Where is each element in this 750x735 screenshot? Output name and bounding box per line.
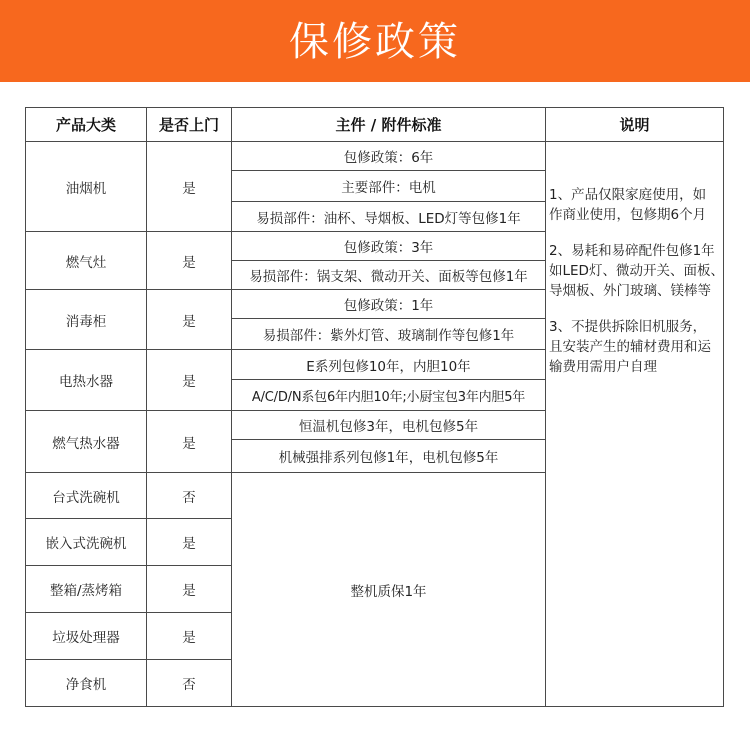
standard-item: E系列包修10年，内胆10年 <box>231 349 546 380</box>
standard-item: 易损部件：油杯、导烟板、LED灯等包修1年 <box>231 201 546 232</box>
product-name: 整箱/蒸烤箱 <box>25 565 147 613</box>
onsite-value: 是 <box>146 410 232 473</box>
product-name: 消毒柜 <box>25 289 147 350</box>
header-product-category: 产品大类 <box>25 107 147 142</box>
standard-item: 恒温机包修3年，电机包修5年 <box>231 410 546 440</box>
shared-standard: 整机质保1年 <box>231 472 546 707</box>
onsite-value: 是 <box>146 518 232 566</box>
standard-item: 主要部件：电机 <box>231 170 546 202</box>
product-name: 电热水器 <box>25 349 147 411</box>
onsite-value: 是 <box>146 565 232 613</box>
onsite-value: 否 <box>146 659 232 707</box>
page-title: 保修政策 <box>289 19 461 65</box>
product-name: 嵌入式洗碗机 <box>25 518 147 566</box>
onsite-value: 是 <box>146 141 232 232</box>
standard-item: A/C/D/N系包6年内胆10年;小厨宝包3年内胆5年 <box>231 379 546 411</box>
note-item: 2、易耗和易碎配件包修1年 如LED灯、微动开关、面板、 导烟板、外门玻璃、镁棒等 <box>549 243 724 299</box>
onsite-value: 否 <box>146 472 232 519</box>
note-item: 3、不提供拆除旧机服务， 且安装产生的辅材费用和运 输费用需用户自理 <box>549 319 711 375</box>
notes-panel <box>545 141 724 707</box>
product-name: 燃气热水器 <box>25 410 147 473</box>
standard-item: 机械强排系列包修1年，电机包修5年 <box>231 439 546 473</box>
warranty-table <box>25 107 724 707</box>
product-name: 垃圾处理器 <box>25 612 147 660</box>
header-notes: 说明 <box>545 107 724 142</box>
standard-item: 易损部件：锅支架、微动开关、面板等包修1年 <box>231 260 546 290</box>
standard-item: 包修政策：1年 <box>231 289 546 319</box>
header-onsite-service: 是否上门 <box>146 107 232 142</box>
onsite-value: 是 <box>146 231 232 290</box>
onsite-value: 是 <box>146 349 232 411</box>
standard-item: 包修政策：6年 <box>231 141 546 171</box>
standard-item: 包修政策：3年 <box>231 231 546 261</box>
product-name: 油烟机 <box>25 141 147 232</box>
standard-item: 易损部件：紫外灯管、玻璃制作等包修1年 <box>231 318 546 350</box>
note-item: 1、产品仅限家庭使用，如 作商业使用，包修期6个月 <box>549 187 707 223</box>
header-standard: 主件 / 附件标准 <box>231 107 546 142</box>
product-name: 燃气灶 <box>25 231 147 290</box>
product-name: 台式洗碗机 <box>25 472 147 519</box>
onsite-value: 是 <box>146 289 232 350</box>
onsite-value: 是 <box>146 612 232 660</box>
product-name: 净食机 <box>25 659 147 707</box>
